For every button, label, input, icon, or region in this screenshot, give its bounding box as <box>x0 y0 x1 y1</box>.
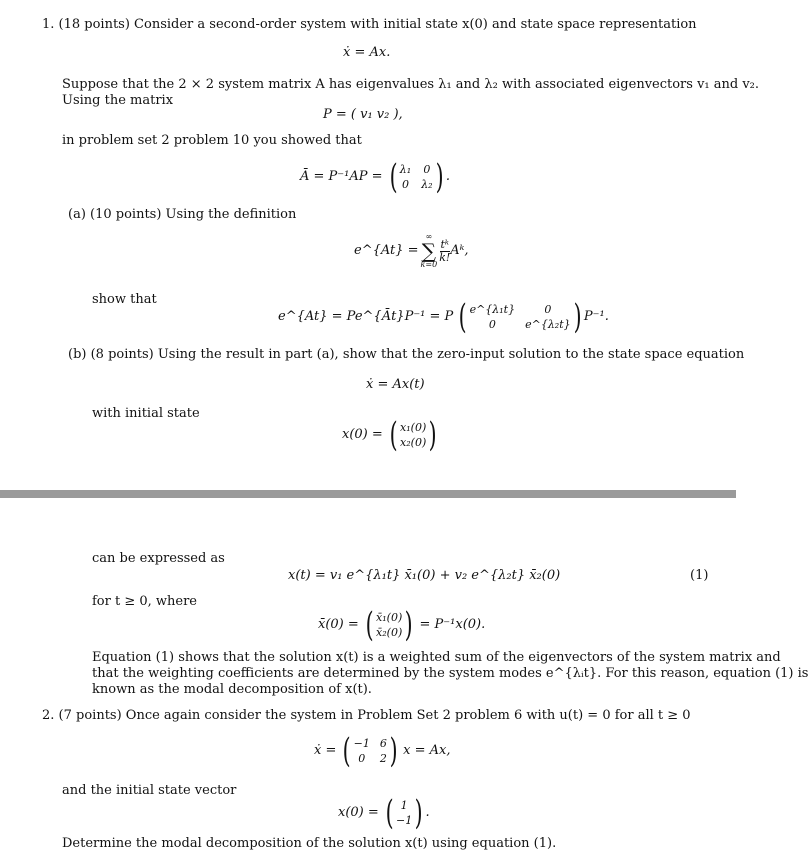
eq-exp-lhs: e^{At} = <box>354 242 419 258</box>
page-divider <box>0 490 736 498</box>
matrix-cell: 0 <box>488 317 496 331</box>
eq-xt: ẋ = Ax(t) <box>366 377 425 392</box>
q2-eq-rhs: x = Ax, <box>403 742 451 758</box>
matrix-cell: λ₂ <box>421 177 433 191</box>
matrix-cell: 0 <box>423 162 431 176</box>
q1-suppose-line2: Using the matrix <box>62 93 174 108</box>
eq-show-tail: P⁻¹. <box>583 308 609 324</box>
diag-matrix: ( λ₁ 0 0 λ₂ ) <box>389 157 444 197</box>
q2-eq-lhs: ẋ = <box>314 742 337 758</box>
matrix-cell: e^{λ₂t} <box>525 317 571 331</box>
matrix-cell: e^{λ₁t} <box>469 302 516 316</box>
matrix-cell: −1 <box>353 736 370 750</box>
matrix-cell: 2 <box>379 751 387 765</box>
vector-cell: x₁(0) <box>400 420 427 434</box>
q1-suppose-line1: Suppose that the 2 × 2 system matrix A has eigenvalues λ₁ and λ₂ with associated eigenvectors v₁ and v₂. <box>62 77 760 92</box>
q2-eq-system <box>314 731 451 771</box>
vector-cell: x₂(0) <box>400 435 427 449</box>
q2-eq-x0 <box>338 793 430 833</box>
part-a-label: (a) (10 points) Using the definition <box>68 207 297 222</box>
frac-den: k! <box>439 250 451 264</box>
eq-state: ẋ = Ax. <box>343 45 391 60</box>
q2-x0-vector: ( 1 −1 ) <box>385 793 423 833</box>
frac-num: tᵏ <box>440 237 449 251</box>
can-be-expressed: can be expressed as <box>92 551 225 566</box>
q2-determine: Determine the modal decomposition of the solution x(t) using equation (1). <box>62 836 557 851</box>
vector-cell: x̄₂(0) <box>376 625 403 639</box>
eq-Abar-lhs: Ā = P⁻¹AP = <box>300 168 383 184</box>
vector-cell: x̄₁(0) <box>376 610 403 624</box>
eq-Abar-end: . <box>445 168 450 184</box>
vector-cell: −1 <box>396 813 413 827</box>
eq-xbar-rhs: = P⁻¹x(0). <box>419 616 486 632</box>
closing-line2: that the weighting coefficients are determined by the system modes e^{λᵢt}. For this reason, equation (1) is <box>92 666 808 681</box>
eq-x0-lhs: x(0) = <box>342 426 383 442</box>
q2-eq-x0-lhs: x(0) = <box>338 804 379 820</box>
sum-tail: Aᵏ, <box>450 242 469 258</box>
xbar-vector: ( x̄₁(0) x̄₂(0) ) <box>365 605 413 645</box>
part-b-label: (b) (8 points) Using the result in part (a), show that the zero-input solution to the state space equation <box>68 347 745 362</box>
sum-fraction <box>439 239 450 263</box>
show-that: show that <box>92 292 157 307</box>
for-t: for t ≥ 0, where <box>92 594 198 609</box>
exp-matrix: ( e^{λ₁t} 0 0 e^{λ₂t} ) <box>458 297 582 337</box>
eq-show <box>278 297 609 337</box>
eq-exp-def <box>354 233 469 269</box>
x0-vector: ( x₁(0) x₂(0) ) <box>389 415 437 455</box>
q2-intro: 2. (7 points) Once again consider the system in Problem Set 2 problem 6 with u(t) = 0 for all t ≥ 0 <box>42 708 691 723</box>
with-initial: with initial state <box>92 406 200 421</box>
matrix-cell: 0 <box>401 177 409 191</box>
closing-line3: known as the modal decomposition of x(t). <box>92 682 372 697</box>
eq-xbar-lhs: x̄(0) = <box>318 616 359 632</box>
sum-upper: ∞ <box>425 232 433 241</box>
matrix-cell: 0 <box>358 751 366 765</box>
sum-symbol: ∞ ∑ k=0 <box>420 232 438 269</box>
q2-initial-vector-text: and the initial state vector <box>62 783 237 798</box>
eq-show-lhs: e^{At} = Pe^{Āt}P⁻¹ = P <box>278 308 454 324</box>
eq-Abar <box>300 157 450 197</box>
eq-P: P = ( v₁ v₂ ), <box>323 107 403 122</box>
q1-problem-ref: in problem set 2 problem 10 you showed that <box>62 133 362 148</box>
q2-A-matrix: ( −1 6 0 2 ) <box>343 731 398 771</box>
eq-modal: x(t) = v₁ e^{λ₁t} x̄₁(0) + v₂ e^{λ₂t} x̄₂(0) <box>288 568 561 583</box>
sum-lower: k=0 <box>420 260 438 269</box>
eq-xbar <box>318 605 486 645</box>
q2-eq-x0-end: . <box>425 804 430 820</box>
vector-cell: 1 <box>400 798 408 812</box>
closing-line1: Equation (1) shows that the solution x(t) is a weighted sum of the eigenvectors of the system matrix and <box>92 650 781 665</box>
matrix-cell: 0 <box>544 302 552 316</box>
eq-x0 <box>342 415 440 455</box>
q1-intro: 1. (18 points) Consider a second-order system with initial state x(0) and state space representation <box>42 17 697 32</box>
matrix-cell: 6 <box>379 736 387 750</box>
matrix-cell: λ₁ <box>399 162 412 176</box>
equation-number: (1) <box>690 568 709 583</box>
